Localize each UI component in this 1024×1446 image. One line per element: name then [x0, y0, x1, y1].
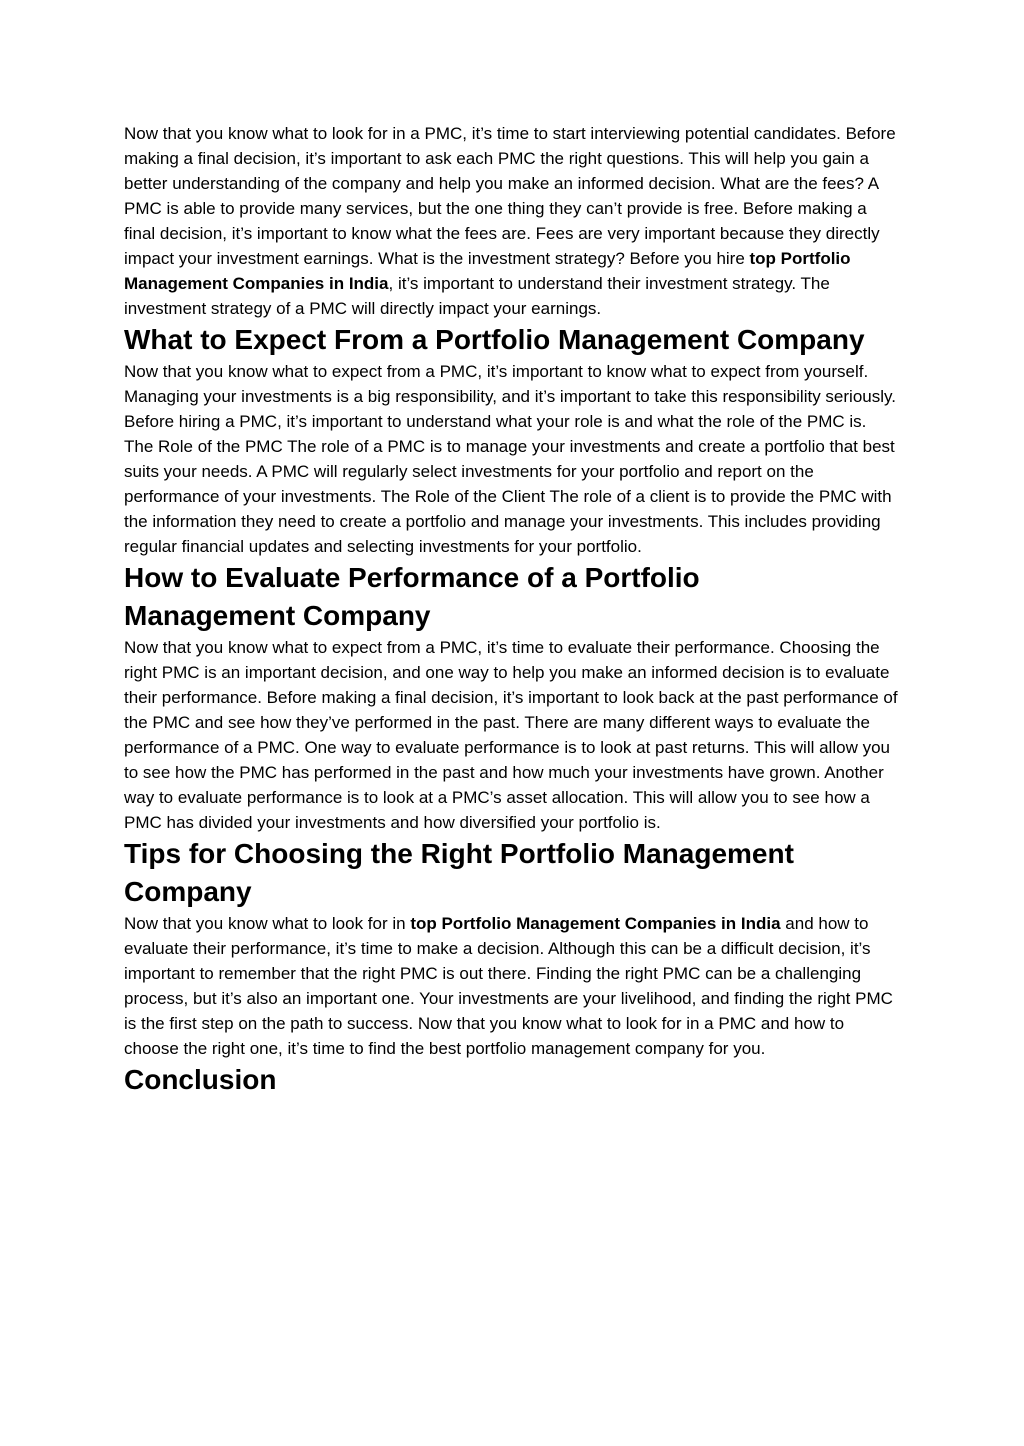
- paragraph-what-to-expect: Now that you know what to expect from a PMC, it’s important to know what to expect from yourself. Managing your investments is a big responsibility, and it’s important to take this responsibility seriously. Before hiring a PMC, it’s important to understand what your role is and what the role of the PMC is. The Role of the PMC The role of a PMC is to manage your investments and create a portfolio that best suits your needs. A PMC will regularly select investments for your portfolio and report on the performance of your investments. The Role of the Client The role of a client is to provide the PMC with the information they need to create a portfolio and manage your investments. This includes providing regular financial updates and selecting investments for your portfolio.: [124, 362, 896, 556]
- heading-conclusion: Conclusion: [124, 1064, 277, 1095]
- tips-bold-link: top Portfolio Management Companies in India: [410, 914, 781, 933]
- heading-how-to-evaluate: How to Evaluate Performance of a Portfolio Management Company: [124, 562, 700, 631]
- heading-tips: Tips for Choosing the Right Portfolio Management Company: [124, 838, 794, 907]
- paragraph-how-to-evaluate: Now that you know what to expect from a PMC, it’s time to evaluate their performance. Choosing the right PMC is an important decision, and one way to help you make an informed decision is to evaluate their performance. Before making a final decision, it’s important to look back at the past performance of the PMC and see how they’ve performed in the past. There are many different ways to evaluate the performance of a PMC. One way to evaluate performance is to look at past returns. This will allow you to see how the PMC has performed in the past and how much your investments have grown. Another way to evaluate performance is to look at a PMC’s asset allocation. This will allow you to see how a PMC has divided your investments and how diversified your portfolio is.: [124, 638, 898, 832]
- tips-text-start: Now that you know what to look for in: [124, 914, 411, 933]
- intro-text-start: Now that you know what to look for in a PMC, it’s time to start interviewing potential candidates. Before making a final decision, it’s important to ask each PMC the right questions. This will help you gain a better understanding of the company and help you make an informed decision. What are the fees? A PMC is able to provide many services, but the one thing they can’t provide is free. Before making a final decision, it’s important to know what the fees are. Fees are very important because they directly impact your investment earnings. What is the investment strategy? Before you hire: [124, 124, 896, 268]
- intro-text-end: , it’s important to understand their investment strategy. The investment strategy of a PMC will directly impact your earnings.: [124, 274, 830, 318]
- intro-bold-link: top Portfolio Management Companies in India: [124, 249, 851, 293]
- tips-text-end: and how to evaluate their performance, it’s time to make a decision. Although this can be a difficult decision, it’s important to remember that the right PMC is out there. Finding the right PMC can be a challenging process, but it’s also an important one. Your investments are your livelihood, and finding the right PMC is the first step on the path to success. Now that you know what to look for in a PMC and how to choose the right one, it’s time to find the best portfolio management company for you.: [124, 914, 893, 1058]
- intro-paragraph: [124, 121, 900, 321]
- document-body: [124, 121, 900, 1099]
- heading-what-to-expect: What to Expect From a Portfolio Management Company: [124, 324, 865, 355]
- paragraph-tips: [124, 911, 900, 1061]
